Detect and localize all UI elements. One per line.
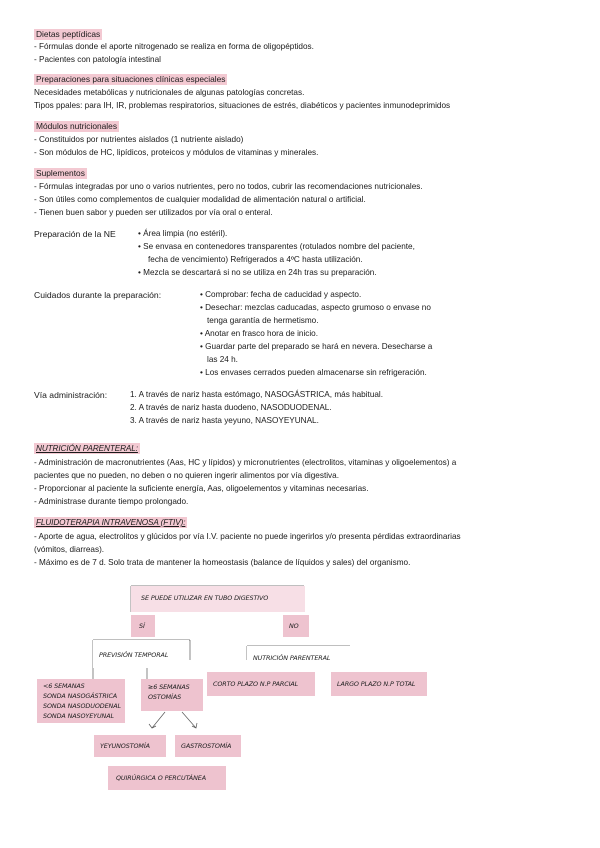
diagram-root-label: SE PUEDE UTILIZAR EN TUBO DIGESTIVO	[141, 594, 269, 602]
diagram-mas6-box	[141, 679, 203, 711]
diagram-si-label: SÍ	[139, 622, 145, 630]
dietas-item-2: - Pacientes con patología intestinal	[34, 55, 161, 64]
diagram-quirurgica-label: QUIRÚRGICA O PERCUTÁNEA	[116, 774, 206, 782]
diagram-menos6-line-1: <6 SEMANAS	[43, 682, 85, 690]
modulos-title: Módulos nutricionales	[36, 121, 118, 131]
fluido-line-3: - Máximo es de 7 d. Solo trata de mantener la homeostasis (balance de líquidos y sales) del organismo.	[34, 558, 411, 567]
cuidados-line-7: • Los envases cerrados pueden almacenarse sin refrigeración.	[200, 368, 427, 377]
diagram-no-label: NO	[289, 622, 299, 630]
preparaciones-line-2: Tipos ppales: para IH, IR, problemas respiratorios, situaciones de estrés, diabéticos y pacientes inmunodeprimidos	[34, 101, 451, 110]
suplementos-item-1: - Fórmulas integradas por uno o varios nutrientes, pero no todos, cubrir las recomendaciones nutricionales.	[34, 182, 423, 191]
dietas-title: Dietas peptídicas	[36, 29, 101, 39]
diagram-gastro-box	[175, 735, 241, 757]
suplementos-title: Suplementos	[36, 168, 85, 178]
diagram-mas6-line-2: OSTOMÍAS	[148, 693, 182, 701]
cuidados-line-1: • Comprobar: fecha de caducidad y aspecto.	[200, 290, 362, 299]
suplementos-item-2: - Son útiles como complementos de cualquier modalidad de alimentación natural o artificial.	[34, 195, 366, 204]
diagram-corto-box	[207, 672, 315, 696]
via-line-3: 3. A través de nariz hasta yeyuno, NASOYEYUNAL.	[130, 416, 319, 425]
parenteral-title: NUTRICIÓN PARENTERAL:	[36, 444, 138, 453]
preparacion-ne-label: Preparación de la NE	[34, 229, 116, 239]
diagram-menos6-line-4: SONDA NASOYEYUNAL	[43, 712, 114, 720]
diagram-prevision-box	[93, 640, 189, 668]
parenteral-line-4: - Administrase durante tiempo prolongado.	[34, 497, 189, 506]
modulos-item-2: - Son módulos de HC, lipídicos, proteicos y módulos de vitaminas y minerales.	[34, 148, 319, 157]
dietas-item-1: - Fórmulas donde el aporte nitrogenado se realiza en forma de oligopéptidos.	[34, 42, 314, 51]
via-line-2: 2. A través de nariz hasta duodeno, NASODUODENAL.	[130, 403, 332, 412]
via-line-1: 1. A través de nariz hasta estómago, NASOGÁSTRICA, más habitual.	[130, 390, 384, 399]
parenteral-line-1: - Administración de macronutrientes (Aas, HC y lípidos) y micronutrientes (electrolitos, vitaminas y oligoelementos) a	[34, 458, 457, 467]
via-label: Vía administración:	[34, 390, 108, 400]
diagram-prevision-label: PREVISIÓN TEMPORAL	[99, 651, 169, 659]
diagram-largo-box	[331, 672, 427, 696]
diagram-yeyuno-label: YEYUNOSTOMÍA	[100, 742, 150, 750]
cuidados-line-3: tenga garantía de hermetismo.	[207, 316, 319, 325]
diagram-np-label: NUTRICIÓN PARENTERAL	[253, 654, 331, 662]
diagram-np-box	[247, 646, 357, 670]
preparaciones-line-1: Necesidades metabólicas y nutricionales de algunas patologías concretas.	[34, 88, 305, 97]
suplementos-item-3: - Tienen buen sabor y pueden ser utilizados por vía oral o enteral.	[34, 208, 273, 217]
cuidados-line-2: • Desechar: mezclas caducadas, aspecto grumoso o envase no	[200, 303, 431, 312]
cuidados-line-4: • Anotar en frasco hora de inicio.	[200, 329, 319, 338]
cuidados-line-6: las 24 h.	[207, 355, 238, 364]
diagram-no-box	[283, 615, 309, 637]
modulos-item-1: - Constituidos por nutrientes aislados (1 nutriente aislado)	[34, 135, 244, 144]
cuidados-line-5: • Guardar parte del preparado se hará en nevera. Desecharse a	[200, 342, 433, 351]
cuidados-label: Cuidados durante la preparación:	[34, 290, 162, 300]
diagram-quirurgica-box	[108, 766, 226, 790]
preparaciones-title: Preparaciones para situaciones clínicas especiales	[36, 74, 226, 84]
diagram-menos6-box	[37, 679, 125, 723]
preparacion-ne-line-2: • Se envasa en contenedores transparentes (rotulados nombre del paciente,	[138, 242, 415, 251]
diagram-si-box	[131, 615, 155, 637]
preparacion-ne-line-4: • Mezcla se descartará si no se utiliza en 24h tras su preparación.	[138, 268, 377, 277]
preparacion-ne-line-1: • Área limpia (no estéril).	[138, 229, 228, 238]
diagram-root-box	[131, 586, 305, 612]
diagram-mas6-line-1: ≥6 SEMANAS	[148, 683, 190, 691]
parenteral-line-3: - Proporcionar al paciente la suficiente energía, Aas, oligoelementos y vitaminas necesarias.	[34, 484, 369, 493]
preparacion-ne-line-3: fecha de vencimiento) Refrigerados a 4ºC hasta utilización.	[148, 255, 363, 264]
diagram-menos6-line-2: SONDA NASOGÁSTRICA	[43, 692, 118, 700]
fluido-line-1: - Aporte de agua, electrolitos y glúcidos por vía I.V. paciente no puede ingerirlos y/o presenta pérdidas extraordinarias	[34, 532, 461, 541]
fluido-line-2: (vómitos, diarreas).	[34, 545, 105, 554]
diagram-menos6-line-3: SONDA NASODUODENAL	[43, 702, 121, 710]
diagram-yeyuno-box	[94, 735, 166, 757]
diagram-gastro-label: GASTROSTOMÍA	[181, 742, 232, 750]
fluido-title: FLUIDOTERAPIA INTRAVENOSA (FTIV):	[36, 518, 186, 527]
diagram-corto-label: CORTO PLAZO N.P PARCIAL	[213, 680, 299, 688]
parenteral-line-2: pacientes que no pueden, no deben o no quieren ingerir alimentos por vía digestiva.	[34, 471, 339, 480]
diagram-largo-label: LARGO PLAZO N.P TOTAL	[337, 680, 416, 688]
